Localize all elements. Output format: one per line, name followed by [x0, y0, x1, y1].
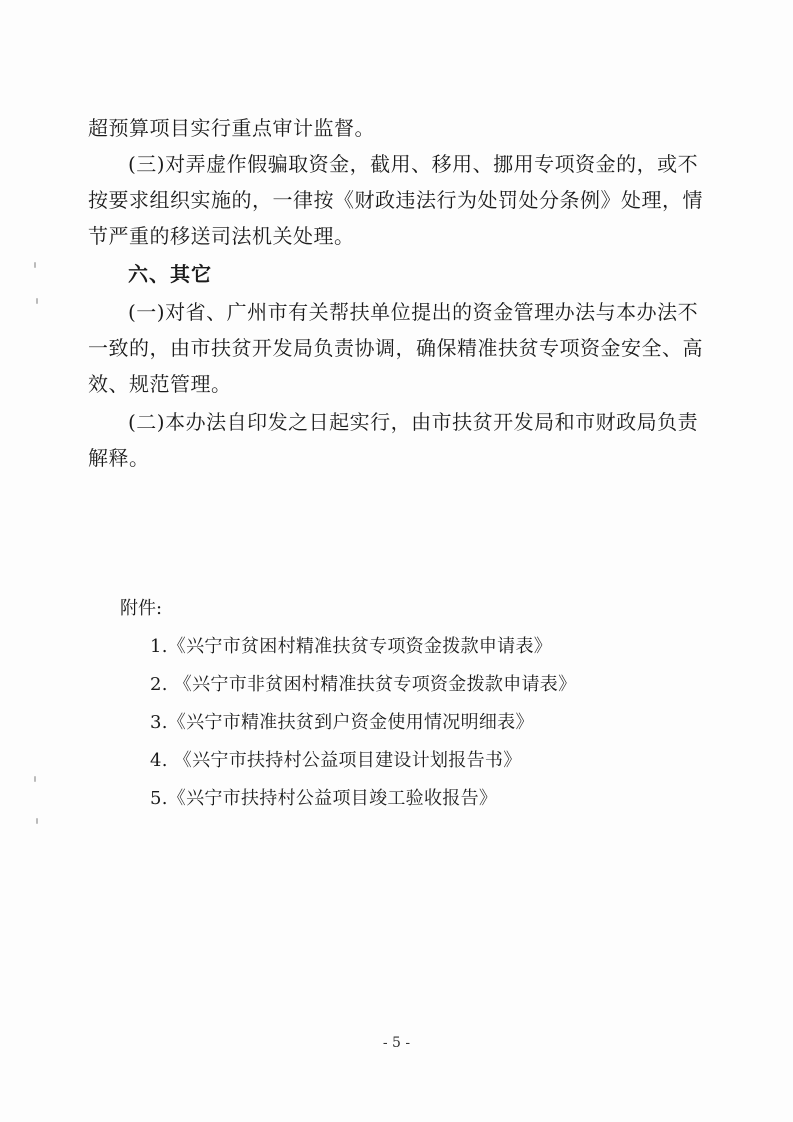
attachment-item: 2. 《兴宁市非贫困村精准扶贫专项资金拨款申请表》	[150, 674, 577, 695]
attachment-item: 1.《兴宁市贫困村精准扶贫专项资金拨款申请表》	[150, 636, 553, 657]
attachment-item: 4. 《兴宁市扶持村公益项目建设计划报告书》	[150, 750, 522, 771]
attachment-item: 5.《兴宁市扶持村公益项目竣工验收报告》	[150, 788, 498, 809]
paragraph-line: (二)本办法自印发之日起实行，由市扶贫开发局和市财政局负责	[128, 410, 699, 434]
paragraph-line: (一)对省、广州市有关帮扶单位提出的资金管理办法与本办法不	[128, 300, 699, 324]
paragraph-line: 节严重的移送司法机关处理。	[88, 224, 355, 248]
page-number: - 5 -	[382, 1035, 411, 1051]
scan-speck	[34, 262, 36, 268]
attachment-item: 3.《兴宁市精准扶贫到户资金使用情况明细表》	[150, 712, 534, 733]
paragraph-coordination	[88, 294, 718, 402]
paragraph-line: 一致的，由市扶贫开发局负责协调，确保精准扶贫专项资金安全、高	[88, 336, 703, 360]
paragraph-line: 按要求组织实施的，一律按《财政违法行为处罚处分条例》处理，情	[88, 188, 703, 212]
paragraph-penalty	[88, 146, 718, 254]
paragraph-line: 超预算项目实行重点审计监督。	[88, 116, 375, 140]
scan-speck	[36, 298, 38, 304]
paragraph-line: 解释。	[88, 446, 150, 470]
paragraph-effective-date	[88, 404, 718, 476]
paragraph-audit	[88, 110, 718, 146]
attachments-label: 附件:	[120, 598, 163, 619]
scan-speck	[34, 776, 36, 782]
section-heading: 六、其它	[128, 262, 212, 286]
paragraph-line: (三)对弄虚作假骗取资金，截用、移用、挪用专项资金的，或不	[128, 152, 699, 176]
scan-speck	[36, 818, 38, 824]
paragraph-line: 效、规范管理。	[88, 372, 232, 396]
